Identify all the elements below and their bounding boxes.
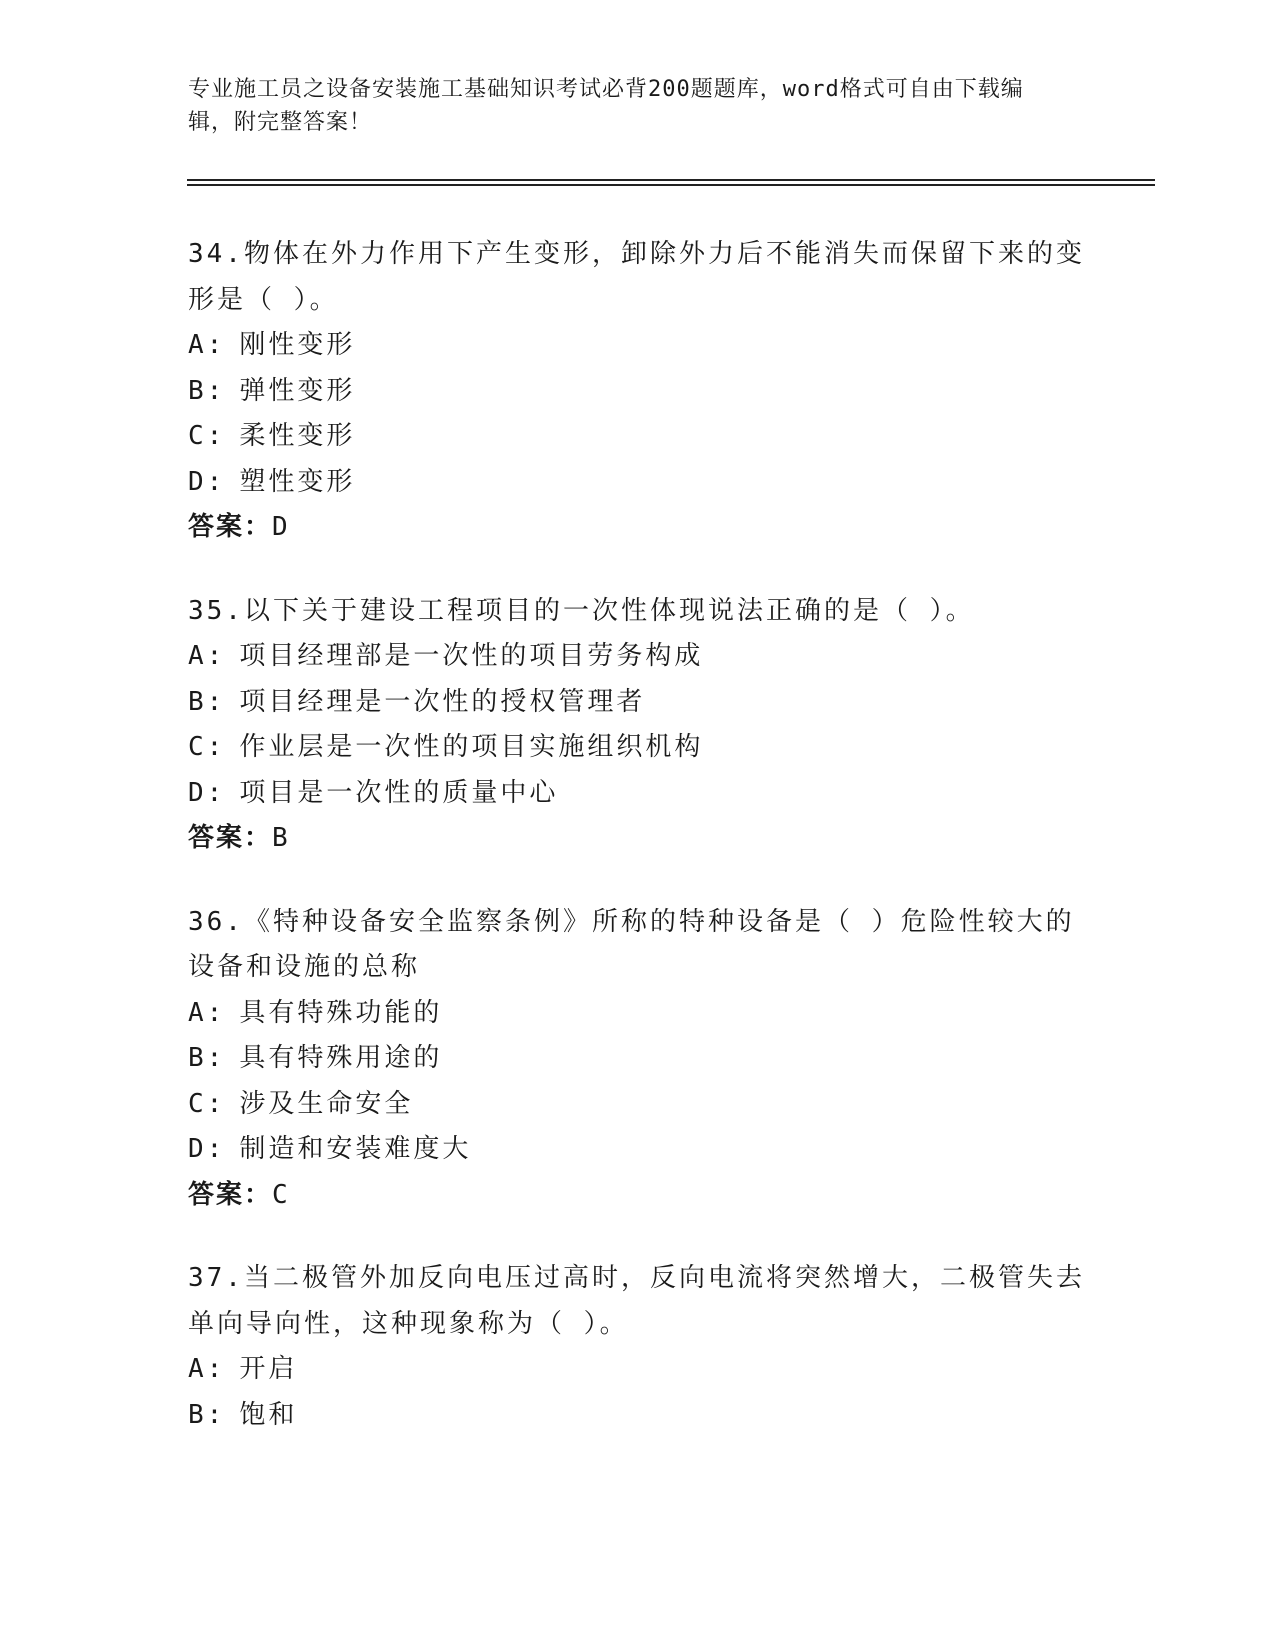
answer-value: C xyxy=(272,1179,290,1210)
option-key: A xyxy=(188,641,207,671)
option-separator: : xyxy=(206,1043,226,1073)
option-separator: : xyxy=(206,641,226,671)
option-key: A xyxy=(188,330,207,360)
answer-option xyxy=(188,1127,1088,1173)
answer-option xyxy=(188,725,1088,771)
answer-option xyxy=(188,771,1088,817)
answer-value: D xyxy=(272,512,290,542)
question-stem: 37.当二极管外加反向电压过高时，反向电流将突然增大，二极管失去单向导向性，这种现象称为（ ）。 xyxy=(188,1263,1085,1339)
question-block xyxy=(188,589,1088,862)
answer-line xyxy=(188,505,1088,551)
answer-option xyxy=(188,323,1088,369)
option-text: 具有特殊功能的 xyxy=(239,997,443,1028)
option-text: 涉及生命安全 xyxy=(239,1088,414,1119)
option-key: D xyxy=(188,1134,207,1164)
answer-value: B xyxy=(272,823,290,853)
option-text: 项目经理是一次性的授权管理者 xyxy=(239,686,646,717)
option-key: D xyxy=(188,466,207,497)
option-key: C xyxy=(188,732,207,762)
answer-option xyxy=(188,991,1088,1037)
option-key: C xyxy=(188,1088,207,1119)
answer-label: 答案： xyxy=(188,512,273,542)
answer-option xyxy=(188,460,1088,506)
option-key: B xyxy=(188,686,207,717)
header-divider-bottom xyxy=(187,184,1155,186)
answer-line xyxy=(188,1173,1088,1219)
question-stem: 35.以下关于建设工程项目的一次性体现说法正确的是（ ）。 xyxy=(188,595,975,626)
question-block xyxy=(188,232,1088,551)
answer-option xyxy=(188,1082,1088,1128)
option-text: 项目是一次性的质量中心 xyxy=(239,777,559,808)
option-separator: : xyxy=(206,330,226,360)
option-key: A xyxy=(188,1354,207,1384)
option-separator: : xyxy=(206,1134,226,1164)
option-text: 柔性变形 xyxy=(239,421,356,451)
option-separator: : xyxy=(206,997,226,1028)
option-separator: : xyxy=(206,686,226,717)
option-key: B xyxy=(188,1399,207,1430)
option-key: C xyxy=(188,421,207,451)
option-text: 制造和安装难度大 xyxy=(239,1134,472,1164)
question-block xyxy=(188,1256,1088,1438)
answer-label: 答案： xyxy=(188,823,273,853)
answer-option xyxy=(188,634,1088,680)
option-key: B xyxy=(188,375,207,406)
answer-option xyxy=(188,1036,1088,1082)
option-text: 开启 xyxy=(239,1354,298,1384)
answer-option xyxy=(188,1347,1088,1393)
answer-option xyxy=(188,680,1088,726)
question-stem: 36.《特种设备安全监察条例》所称的特种设备是（ ）危险性较大的设备和设施的总称 xyxy=(188,906,1075,982)
header-divider-top xyxy=(187,179,1155,181)
option-separator: : xyxy=(206,777,226,808)
option-text: 饱和 xyxy=(239,1399,298,1430)
question-stem: 34.物体在外力作用下产生变形，卸除外力后不能消失而保留下来的变形是（ ）。 xyxy=(188,239,1085,315)
option-text: 具有特殊用途的 xyxy=(239,1043,443,1073)
option-text: 项目经理部是一次性的项目劳务构成 xyxy=(239,641,704,671)
option-key: A xyxy=(188,997,207,1028)
option-separator: : xyxy=(206,421,226,451)
option-separator: : xyxy=(206,466,226,497)
question-block xyxy=(188,900,1088,1219)
option-separator: : xyxy=(206,1088,226,1119)
option-separator: : xyxy=(206,1399,226,1430)
document-header: 专业施工员之设备安装施工基础知识考试必背200题题库，word格式可自由下载编辑，附完整答案！ xyxy=(188,77,1024,135)
answer-option xyxy=(188,414,1088,460)
answer-option xyxy=(188,1393,1088,1439)
option-text: 弹性变形 xyxy=(239,375,356,406)
answer-line xyxy=(188,816,1088,862)
option-text: 刚性变形 xyxy=(239,330,356,360)
option-key: D xyxy=(188,777,207,808)
option-separator: : xyxy=(206,732,226,762)
answer-label: 答案： xyxy=(188,1179,273,1210)
option-text: 作业层是一次性的项目实施组织机构 xyxy=(239,732,704,762)
question-list xyxy=(188,232,1088,1476)
option-key: B xyxy=(188,1043,207,1073)
option-text: 塑性变形 xyxy=(239,466,356,497)
option-separator: : xyxy=(206,375,226,406)
answer-option xyxy=(188,369,1088,415)
option-separator: : xyxy=(206,1354,226,1384)
